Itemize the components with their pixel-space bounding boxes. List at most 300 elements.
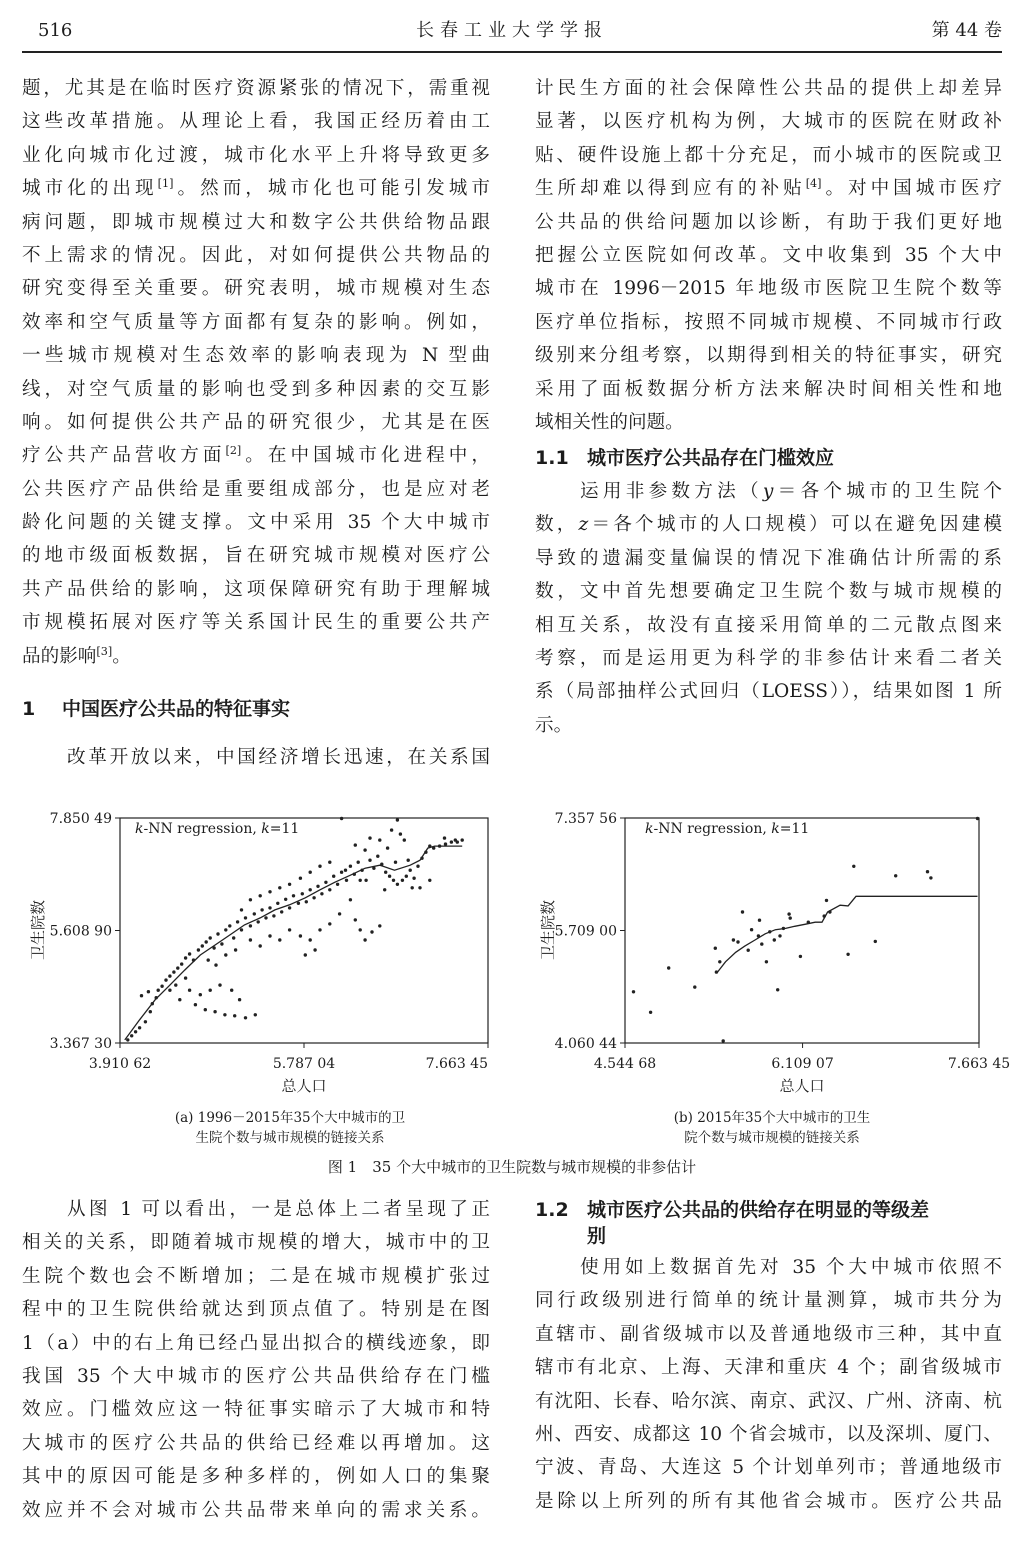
text-line: 采用了面板数据分析方法来解决时间相关性和地 [535,378,1002,400]
paragraph-section1-cont [535,72,1002,439]
data-point [807,921,810,924]
data-point [253,912,256,915]
data-point [450,840,453,843]
data-point [214,963,217,966]
text-line: 这些改革措施。从理论上看，我国正经历着由工 [22,111,490,133]
data-point [268,890,271,893]
header-rule [22,51,1002,53]
annotation-variable: k [771,821,780,837]
data-point [138,1026,141,1029]
data-point [194,1003,197,1006]
annotation-variable: k [261,821,270,837]
text-line: 市规模拓展对医疗等关系国计民生的重要公共产 [22,612,490,634]
paragraph-hierarchy [535,1251,1002,1518]
text-line: 同行政级别进行简单的统计量测算，城市共分为 [535,1290,1002,1312]
data-point [197,948,200,951]
text-line: 城市化的出现[1]。然而，城市化也可能引发城市 [22,176,490,200]
data-point [176,966,179,969]
data-point [184,956,187,959]
y-tick-label: 5.608 90 [49,923,112,940]
text-line: 级别来分组考察，以期得到相关的特征事实，研究 [535,345,1002,367]
data-point [372,867,375,870]
data-point [384,871,387,874]
data-point [376,855,379,858]
data-point [412,877,415,880]
data-point [344,869,347,872]
plot-frame [120,818,488,1043]
citation-ref: [2] [225,444,242,458]
data-point [392,879,395,882]
data-point [929,876,932,879]
data-point [332,875,335,878]
data-point [360,869,363,872]
text-line: 贴、硬件设施上都十分充足，而小城市的医院或卫 [535,144,1002,166]
data-point [259,944,262,947]
text-line: 共产品供给的影响，这项保障研究有助于理解城 [22,578,490,600]
text-line: 品的影响[3]。 [22,644,131,667]
text-line: 公共医疗产品供给是重要组成部分，也是应对老 [22,478,490,500]
subsection-title-line: 城市医疗公共品的供给存在明显的等级差 [587,1199,930,1221]
data-point [220,942,223,945]
data-point [359,928,362,931]
text-line: 数，z＝各个城市的人口规模）可以在避免因建模 [535,514,1002,536]
data-point [268,934,271,937]
text-line: 线，对空气质量的影响也受到多种因素的交互影 [22,378,490,400]
data-point [416,865,419,868]
data-point [324,881,327,884]
data-point [407,859,410,862]
data-point [894,874,897,877]
data-point [715,970,718,973]
data-point [236,920,239,923]
data-point [149,1010,152,1013]
data-point [233,1014,236,1017]
data-point [778,934,781,937]
y-axis-label: 卫生院数 [539,899,557,961]
data-point [240,928,243,931]
y-tick-label: 7.357 56 [554,811,617,827]
x-tick-label: 7.663 45 [425,1056,488,1072]
variable-symbol: z [578,514,589,536]
data-point [232,936,235,939]
data-point [130,1034,133,1037]
data-point [390,828,393,831]
subsection-number: 1.2 [535,1199,569,1221]
text-line: 直辖市、副省级城市以及普通地级市三种，其中直 [535,1323,1002,1345]
data-point [218,983,221,986]
data-point [199,993,202,996]
data-point [157,989,160,992]
data-point [444,842,447,845]
data-point [204,1008,207,1011]
data-point [328,888,331,891]
data-point [782,927,785,930]
citation-ref: [3] [96,644,113,658]
text-line: 系（局部抽样公式回归（LOESS）），结果如图 1 所 [535,681,1002,703]
data-point [201,944,204,947]
text-line: 大城市的医疗公共品的供给已经难以再增加。这 [22,1432,490,1454]
data-point [368,859,371,862]
data-point [750,928,753,931]
data-point [209,936,212,939]
data-point [264,916,267,919]
data-point [228,924,231,927]
data-point [155,996,158,999]
data-point [386,846,389,849]
data-point [409,869,412,872]
data-point [172,970,175,973]
data-point [244,916,247,919]
data-point [216,932,219,935]
data-point [825,899,828,902]
data-point [278,938,281,941]
chart-annotation [135,821,299,837]
data-point [760,942,763,945]
data-point [432,846,435,849]
data-point [396,818,399,821]
data-point [309,938,312,941]
data-point [396,883,399,886]
text-line: 的地市级面板数据，旨在研究城市规模对医疗公 [22,545,490,567]
data-point [823,914,826,917]
data-point [399,832,402,835]
text-line: 题，尤其是在临时医疗资源紧张的情况下，需重视 [22,78,490,99]
data-point [276,902,279,905]
data-point [828,910,831,913]
y-tick-label: 7.850 49 [49,811,112,827]
data-point [288,928,291,931]
y-axis-label: 卫生院数 [29,899,47,961]
data-point [693,985,696,988]
data-point [147,990,150,993]
data-point [363,938,366,941]
data-point [249,938,252,941]
caption-line: (b) 2015年35个大中城市的卫生 [673,1110,871,1126]
data-point [428,844,431,847]
data-point [364,879,367,882]
data-point [773,938,776,941]
y-tick-label: 3.367 30 [49,1036,112,1052]
knn-chart-2015 [512,800,1024,1100]
caption-line: 生院个数与城市规模的链接关系 [195,1130,385,1146]
data-point [383,888,386,891]
data-point [313,948,316,951]
data-point [309,888,312,891]
data-point [388,875,391,878]
data-point [288,883,291,886]
y-tick-label: 4.060 44 [554,1036,617,1052]
data-point [368,836,371,839]
data-point [353,873,356,876]
data-point [192,958,195,961]
caption-line: (a) 1996－2015年35个大中城市的卫 [174,1110,406,1126]
text-line: 效应并不会对城市公共品带来单向的需求关系。 [22,1499,490,1521]
data-point [254,1013,257,1016]
data-point [174,983,177,986]
data-point [438,844,441,847]
text-line: 使用如上数据首先对 35 个大中城市依照不 [580,1257,1002,1278]
data-point [345,879,348,882]
data-point [757,934,760,937]
text-line: 从图 1 可以看出，一是总体上二者呈现了正 [67,1199,490,1220]
data-point [260,908,263,911]
data-point [926,870,929,873]
y-tick-label: 5.709 00 [554,923,617,940]
data-point [732,938,735,941]
section-number: 1 [22,698,36,720]
data-point [320,892,323,895]
data-point [284,898,287,901]
data-point [340,871,343,874]
data-point [140,994,143,997]
data-point [424,851,427,854]
text-line: 城市在 1996－2015 年地级市医院卫生院个数等 [535,278,1002,300]
data-point [736,940,739,943]
data-point [340,817,343,820]
x-tick-label: 4.544 68 [593,1056,657,1072]
text-line: 响。如何提供公共产品的研究很少，尤其是在医 [22,411,490,433]
annotation-text: =11 [269,821,300,837]
paragraph-threshold [535,475,1002,742]
knn-fit-line [125,846,462,1040]
data-point [240,908,243,911]
data-point [722,1039,725,1042]
text-line: 是除以上所列的所有其他省会城市。医疗公共品 [535,1490,1002,1512]
data-point [288,906,291,909]
annotation-text: -NN regression, [653,821,772,837]
text-line: 公共品的供给问题加以诊断，有助于我们更好地 [535,211,1002,233]
x-tick-label: 7.663 45 [947,1056,1011,1072]
text-line: 考察，而是运用更为科学的非参估计来看二者关 [535,647,1002,669]
text-line: 生所却难以得到应有的补贴[4]。对中国城市医疗 [535,176,1002,200]
data-point [168,989,171,992]
text-line: 病问题，即城市规模过大和数字公共供给物品跟 [22,211,490,233]
data-point [207,958,210,961]
data-point [292,894,295,897]
data-point [318,928,321,931]
text-line: 龄化问题的关键支撑。文中采用 35 个大中城市 [22,512,490,534]
data-point [461,838,464,841]
data-point [178,998,181,1001]
text-line: 程中的卫生院供给就达到顶点值了。特别是在图 [22,1299,490,1321]
data-point [312,896,315,899]
data-point [768,930,771,933]
paragraph-figure-discussion [22,1193,490,1527]
citation-ref: [4] [805,176,822,190]
data-point [278,886,281,889]
data-point [268,906,271,909]
text-line: 州、西安、成都这 10 个省会城市，以及深圳、厦门、 [535,1423,1002,1445]
text-line: 导致的遗漏变量偏误的情况下准确估计所需的系 [535,547,1002,569]
text-line: 改革开放以来，中国经济增长迅速，在关系国 [67,747,490,768]
data-point [238,998,241,1001]
data-point [405,875,408,878]
data-point [359,879,362,882]
data-point [234,948,237,951]
data-point [249,898,252,901]
data-point [354,843,357,846]
data-point [151,1002,154,1005]
knn-chart-1996-2015 [0,800,512,1100]
data-point [328,922,331,925]
data-point [370,930,373,933]
data-point [418,886,421,889]
data-point [205,940,208,943]
paragraph-section1 [22,741,490,774]
data-point [257,920,260,923]
text-line: 不上需求的情况。因此，对如何提供公共物品的 [22,244,490,266]
data-point [401,879,404,882]
data-point [394,861,397,864]
data-point [714,947,717,950]
data-point [411,886,414,889]
data-point [799,955,802,958]
data-point [188,952,191,955]
plot-frame [625,818,979,1043]
text-line: 显著，以医疗机构为例，大城市的医院在财政补 [535,111,1002,133]
data-point [223,1013,226,1016]
data-point [428,879,431,882]
page-number: 516 [38,20,73,41]
data-point [318,865,321,868]
data-point [874,940,877,943]
journal-title: 长春工业大学学报 [416,20,608,41]
data-point [213,1010,216,1013]
data-point [378,924,381,927]
text-line: 把握公立医院如何改革。文中收集到 35 个大中 [535,244,1002,266]
caption-line: 院个数与城市规模的链接关系 [684,1130,860,1146]
text-line: 业化向城市化过渡，城市化水平上升将导致更多 [22,144,490,166]
x-tick-label: 6.109 07 [771,1056,834,1072]
data-point [244,1016,247,1019]
figure-caption-a [140,1108,440,1148]
data-point [301,892,304,895]
data-point [776,988,779,991]
annotation-variable: k [645,821,654,837]
data-point [758,919,761,922]
paragraph-intro [22,72,490,673]
data-point [846,953,849,956]
data-point [718,960,721,963]
data-point [184,976,187,979]
data-point [747,949,750,952]
data-point [305,900,308,903]
citation-ref: [1] [157,176,174,190]
data-point [144,1020,147,1023]
data-point [454,838,457,841]
data-point [349,865,352,868]
figure-title: 图 1 35 个大中城市的卫生院数与城市规模的非参估计 [327,1158,697,1176]
chart-annotation [645,821,809,837]
text-line: 1（a）中的右上角已经凸显出拟合的横线迹象，即 [22,1332,490,1354]
data-point [354,918,357,921]
data-point [649,1011,652,1014]
data-point [443,836,446,839]
text-line: 宁波、青岛、大连这 5 个计划单列市；普通地级市 [535,1457,1002,1479]
text-line: 数，文中首先想要确定卫生院个数与城市规模的 [535,581,1002,603]
data-point [378,838,381,841]
data-point [403,838,406,841]
text-line: 示。 [535,714,573,736]
data-point [363,848,366,851]
data-point [976,817,979,820]
data-point [632,990,635,993]
text-line: 效应。门槛效应这一特征事实暗示了大城市和特 [22,1399,490,1421]
data-point [349,898,352,901]
data-point [741,910,744,913]
data-point [304,953,307,956]
annotation-text: -NN regression, [143,821,262,837]
data-point [380,863,383,866]
data-point [357,861,360,864]
data-point [126,1038,129,1041]
text-line: 有沈阳、长春、哈尔滨、南京、武汉、广州、济南、杭 [535,1390,1002,1412]
x-tick-label: 3.910 62 [88,1056,152,1072]
data-point [787,912,790,915]
text-line: 辖市有北京、上海、天津和重庆 4 个；副省级城市 [535,1357,1002,1379]
knn-fit-line [718,896,978,972]
text-line: 疗公共产品营收方面[2]。在中国城市化进程中， [22,444,490,467]
data-point [188,989,191,992]
data-point [336,883,339,886]
data-point [160,985,163,988]
text-line: 域相关性的问题。 [535,411,684,433]
data-point [280,910,283,913]
x-axis-label: 总人口 [779,1077,825,1095]
data-point [134,1030,137,1033]
data-point [272,914,275,917]
data-point [230,989,233,992]
text-line: 其中的原因可能是多种多样的，例如人口的集聚 [22,1466,490,1488]
data-point [209,989,212,992]
data-point [316,885,319,888]
variable-symbol: y [762,481,774,502]
text-line: 相互关系，故没有直接采用简单的二元散点图来 [535,614,1002,636]
data-point [297,902,300,905]
text-line: 运用非参数方法（y＝各个城市的卫生院个 [580,481,1002,502]
data-point [299,877,302,880]
annotation-variable: k [135,821,144,837]
subsection-title-line: 别 [587,1225,607,1247]
x-tick-label: 5.787 04 [272,1056,336,1072]
data-point [224,953,227,956]
text-line: 我国 35 个大中城市的医疗公共品供给存在门槛 [22,1365,490,1387]
data-point [789,916,792,919]
data-point [420,857,423,860]
data-point [328,861,331,864]
subsection-title: 城市医疗公共品存在门槛效应 [587,447,835,469]
section-title: 中国医疗公共品的特征事实 [62,698,291,720]
text-line: 计民生方面的社会保障性公共品的提供上却差异 [535,78,1002,99]
annotation-text: =11 [779,821,810,837]
data-point [259,894,262,897]
text-line: 医疗单位指标，按照不同城市规模、不同城市行政 [535,311,1002,333]
data-point [180,962,183,965]
text-line: 一些城市规模对生态效率的影响表现为 N 型曲 [22,345,490,367]
x-axis-label: 总人口 [281,1077,327,1095]
data-point [224,928,227,931]
text-line: 相关的关系，即随着城市规模的增大，城市中的卫 [22,1232,490,1254]
subsection-number: 1.1 [535,447,569,469]
data-point [852,865,855,868]
data-point [765,960,768,963]
data-point [164,978,167,981]
data-point [338,912,341,915]
text-line: 效率和空气质量等方面都有复杂的影响。例如， [22,311,490,333]
data-point [212,946,215,949]
subsection-title [587,1197,929,1249]
data-point [309,871,312,874]
